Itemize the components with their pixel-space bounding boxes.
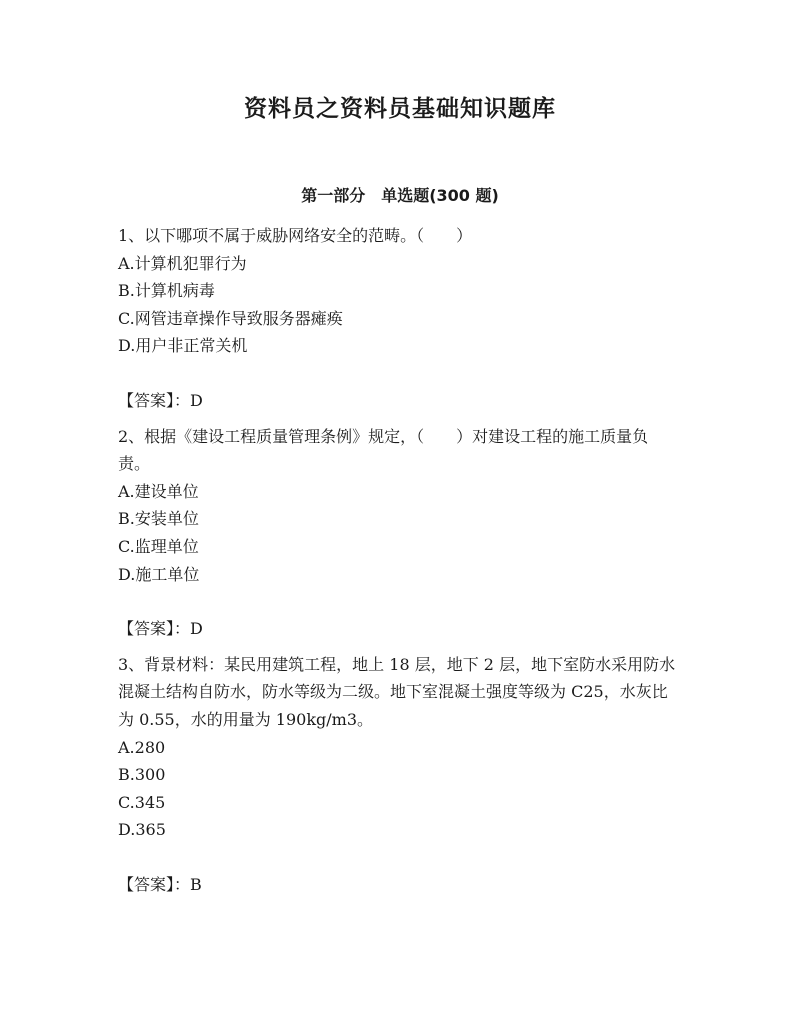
option-d: D.用户非正常关机: [118, 336, 248, 356]
option-c: C.网管违章操作导致服务器瘫痪: [118, 308, 343, 328]
option-d: D.365: [118, 820, 166, 840]
question-item: [118, 423, 678, 643]
question-list: [118, 222, 678, 906]
question-item: [118, 651, 678, 899]
question-stem: 2、根据《建设工程质量管理条例》规定，（ ）对建设工程的施工质量负责。: [118, 426, 649, 474]
answer-value: D: [190, 390, 203, 410]
option-b: B.300: [118, 765, 166, 785]
answer-label: 【答案】：: [118, 619, 191, 639]
option-c: C.345: [118, 792, 166, 812]
answer-line: [118, 615, 678, 643]
option-c: C.监理单位: [118, 536, 199, 556]
answer-value: D: [190, 619, 203, 639]
answer-label: 【答案】：: [118, 390, 191, 410]
answer-value: B: [190, 874, 202, 894]
answer-line: [118, 387, 678, 415]
option-a: A.建设单位: [118, 481, 199, 501]
answer-line: [118, 871, 678, 899]
answer-label: 【答案】：: [118, 874, 191, 894]
question-item: [118, 222, 678, 415]
option-a: A.计算机犯罪行为: [118, 253, 247, 273]
question-stem: 1、以下哪项不属于威胁网络安全的范畴。（ ）: [118, 226, 473, 245]
option-b: B.计算机病毒: [118, 281, 215, 301]
document-title: 资料员之资料员基础知识题库: [244, 96, 556, 122]
option-b: B.安装单位: [118, 509, 199, 529]
section-heading: 第一部分 单选题(300 题): [301, 186, 499, 205]
option-d: D.施工单位: [118, 564, 200, 584]
option-a: A.280: [118, 737, 166, 757]
question-stem: 3、背景材料：某民用建筑工程，地上 18 层，地下 2 层，地下室防水采用防水混凝土结构自防水，防水等级为二级。地下室混凝土强度等级为 C25，水灰比为 0.55，水的用量为 190kg/m3。: [118, 654, 676, 729]
